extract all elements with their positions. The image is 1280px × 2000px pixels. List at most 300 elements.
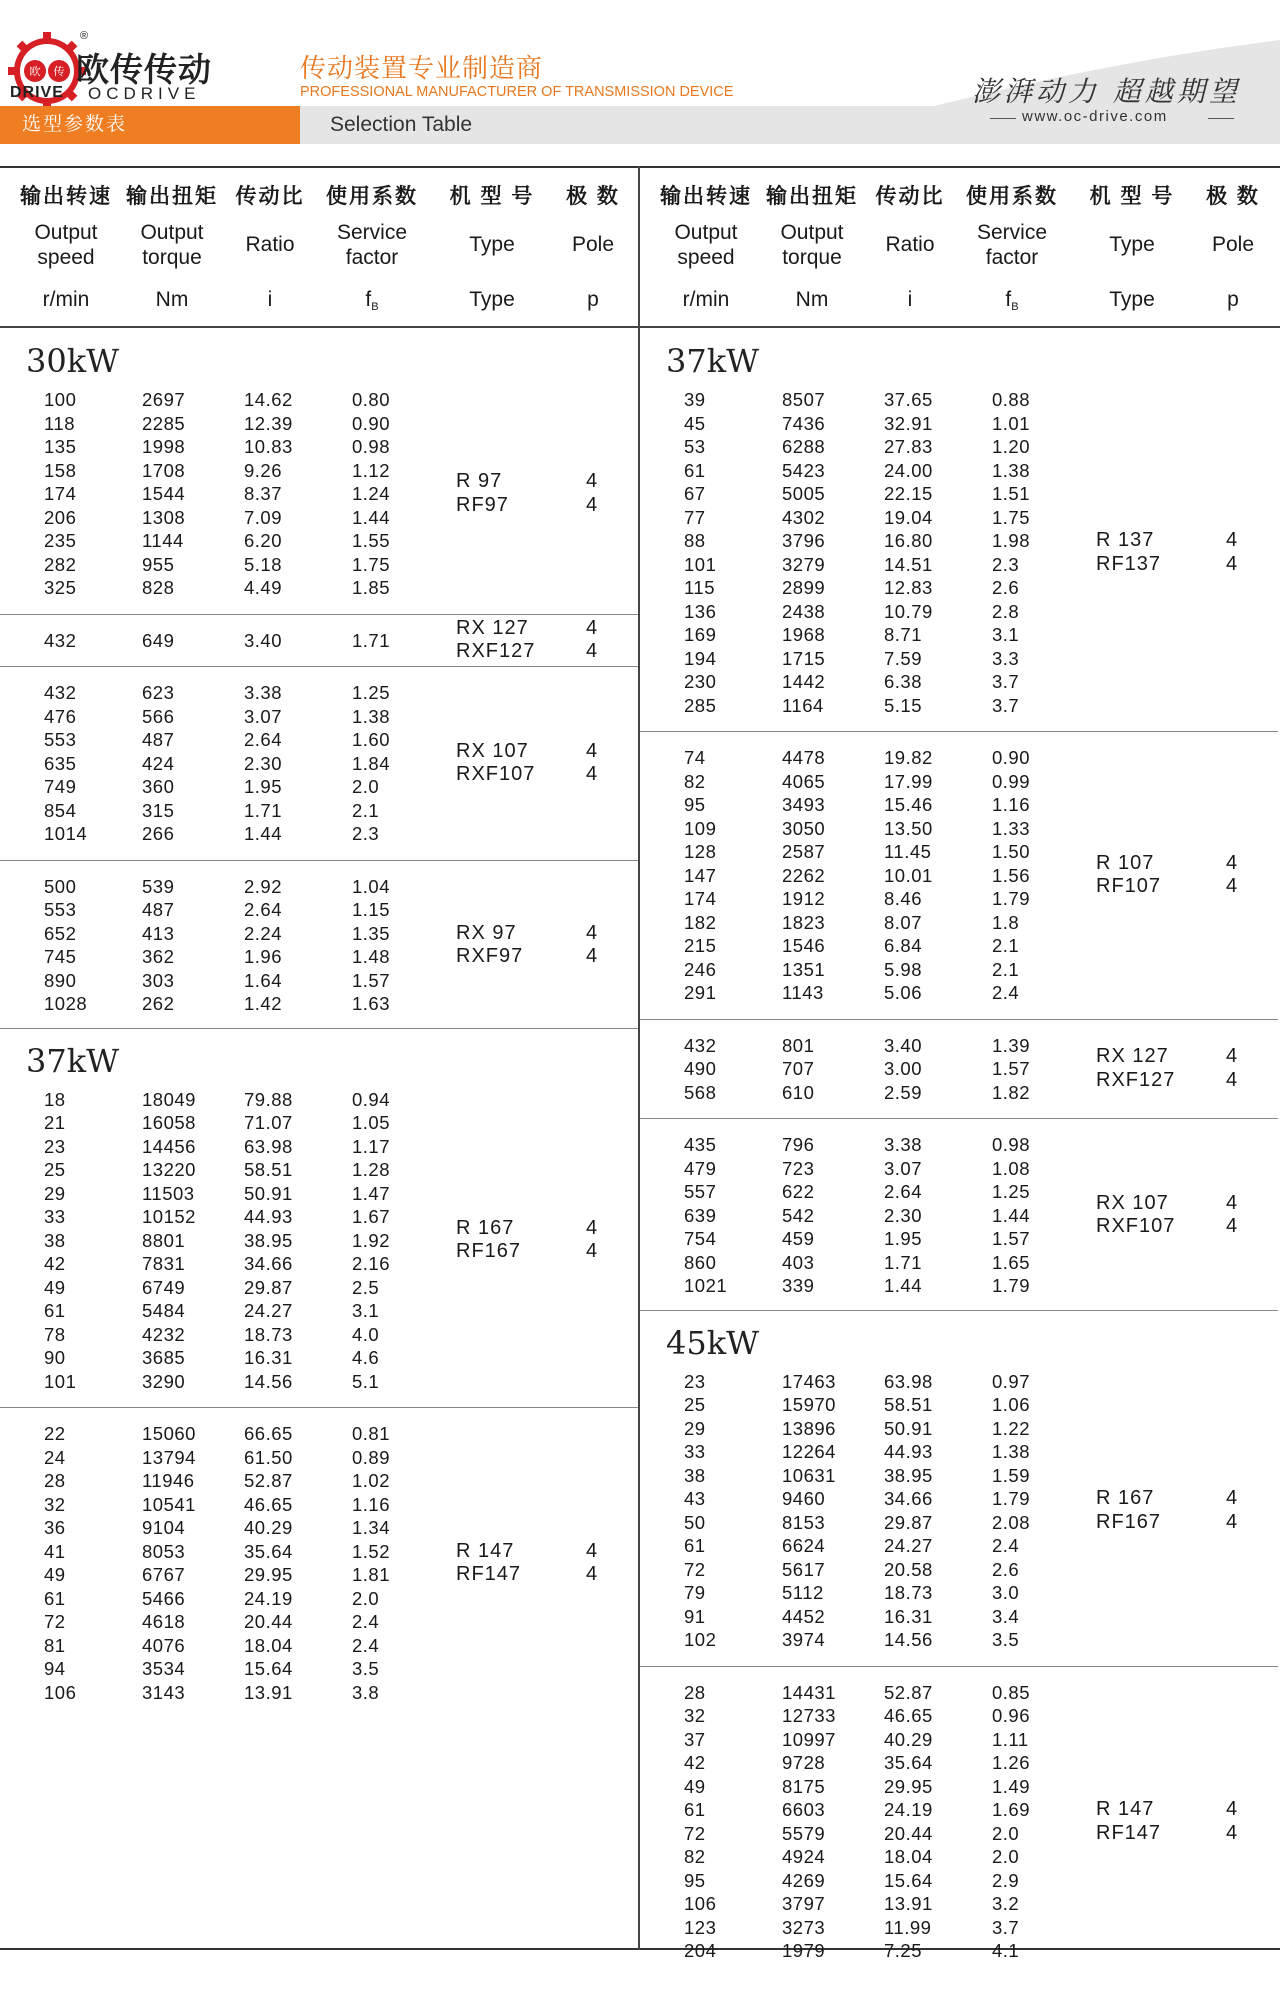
- table-row: [640, 1916, 1070, 1940]
- torque-cell: 4232: [142, 1323, 186, 1345]
- table-row: [0, 705, 430, 729]
- service-factor-cell: 1.22: [992, 1417, 1031, 1439]
- torque-cell: 566: [142, 705, 175, 727]
- pole-cell: 4: [586, 921, 599, 944]
- col-torque-cn: 输出扭矩: [126, 185, 218, 208]
- speed-cell: 33: [44, 1206, 66, 1227]
- table-row: [0, 1323, 430, 1347]
- group-divider: [0, 666, 638, 667]
- table-row: [640, 600, 1070, 624]
- torque-cell: 3273: [782, 1916, 826, 1938]
- table-row: [640, 934, 1070, 958]
- torque-cell: 7831: [142, 1253, 186, 1274]
- speed-cell: 246: [684, 958, 717, 980]
- service-factor-cell: 0.98: [992, 1134, 1031, 1155]
- ratio-cell: 32.91: [884, 412, 933, 434]
- speed-cell: 82: [684, 1846, 706, 1867]
- col-speed-cn: 输出转速: [660, 185, 752, 208]
- table-row: [640, 1822, 1070, 1846]
- service-factor-cell: 1.71: [352, 629, 391, 651]
- speed-cell: 95: [684, 794, 706, 815]
- power-rating-heading: 30kW: [26, 342, 119, 380]
- speed-cell: 67: [684, 483, 706, 504]
- speed-cell: 100: [44, 389, 77, 410]
- ratio-cell: 58.51: [244, 1159, 293, 1180]
- table-row: [0, 1540, 430, 1564]
- type-cell: R 147: [456, 1539, 515, 1562]
- pole-cell: 4: [1226, 1798, 1239, 1820]
- pole-cell: 4: [1226, 1510, 1239, 1533]
- speed-cell: 854: [44, 799, 77, 821]
- ratio-cell: 3.07: [244, 705, 283, 727]
- table-row: [0, 1657, 430, 1681]
- torque-cell: 2899: [782, 577, 826, 598]
- table-row: [640, 1180, 1070, 1204]
- service-factor-cell: 3.7: [992, 1916, 1020, 1938]
- ratio-cell: 66.65: [244, 1423, 293, 1444]
- torque-cell: 10152: [142, 1206, 196, 1227]
- ratio-cell: 6.84: [884, 935, 923, 956]
- torque-cell: 266: [142, 823, 175, 844]
- speed-cell: 118: [44, 412, 75, 434]
- ratio-cell: 35.64: [244, 1540, 293, 1562]
- torque-cell: 2262: [782, 864, 826, 886]
- ratio-cell: 3.38: [244, 682, 283, 703]
- col-service-unit: $f_B$: [1005, 288, 1019, 313]
- ratio-cell: 5.98: [884, 958, 923, 980]
- service-factor-cell: 1.01: [992, 412, 1031, 434]
- speed-cell: 42: [684, 1752, 706, 1773]
- speed-cell: 215: [684, 935, 717, 956]
- table-row: [0, 1276, 430, 1300]
- slogan: 澎湃动力 超越期望: [972, 75, 1241, 108]
- service-factor-cell: 4.1: [992, 1940, 1020, 1961]
- service-factor-cell: 1.38: [992, 459, 1031, 481]
- speed-cell: 194: [684, 647, 717, 669]
- ratio-cell: 14.51: [884, 553, 933, 575]
- speed-cell: 38: [44, 1229, 66, 1251]
- ratio-cell: 8.46: [884, 888, 923, 909]
- torque-cell: 1546: [782, 935, 826, 956]
- table-row: [0, 1111, 430, 1135]
- table-row: [0, 1088, 430, 1112]
- service-factor-cell: 1.26: [992, 1752, 1031, 1773]
- speed-cell: 291: [684, 982, 717, 1003]
- speed-cell: 72: [684, 1558, 706, 1580]
- registered-mark: ®: [80, 30, 89, 42]
- col-type-cn: 机 型 号: [1089, 185, 1175, 208]
- speed-cell: 1021: [684, 1275, 728, 1296]
- speed-cell: 128: [684, 841, 717, 862]
- service-factor-cell: 1.50: [992, 841, 1031, 862]
- torque-cell: 5579: [782, 1822, 826, 1844]
- ratio-cell: 19.82: [884, 747, 933, 768]
- table-row: [0, 1610, 430, 1634]
- ratio-cell: 9.26: [244, 459, 283, 481]
- table-row: [640, 981, 1070, 1005]
- ratio-cell: 18.04: [884, 1846, 933, 1867]
- table-row: [640, 1845, 1070, 1869]
- ratio-cell: 1.44: [244, 823, 283, 844]
- ratio-cell: 50.91: [884, 1417, 933, 1439]
- service-factor-cell: 1.57: [352, 969, 391, 991]
- table-row: [0, 388, 430, 412]
- table-row: [0, 1493, 430, 1517]
- col-torque-unit: Nm: [155, 288, 189, 311]
- torque-cell: 801: [782, 1034, 815, 1056]
- torque-cell: 3796: [782, 530, 826, 551]
- service-factor-cell: 2.4: [992, 1535, 1020, 1556]
- col-torque-unit: Nm: [795, 288, 829, 311]
- speed-cell: 49: [44, 1276, 66, 1298]
- service-factor-cell: 0.80: [352, 389, 391, 410]
- col-speed-cn: 输出转速: [20, 185, 112, 208]
- speed-cell: 1014: [44, 823, 88, 844]
- pole-cell: 4: [1226, 1215, 1239, 1238]
- table-row: [0, 1370, 430, 1394]
- service-factor-cell: 1.12: [352, 459, 391, 481]
- table-row: [640, 958, 1070, 982]
- ratio-cell: 6.38: [884, 671, 923, 692]
- table-row: [0, 629, 430, 653]
- torque-cell: 5005: [782, 483, 826, 504]
- service-factor-cell: 3.8: [352, 1681, 380, 1703]
- service-factor-cell: 1.67: [352, 1206, 391, 1227]
- url-rule-left: [990, 118, 1016, 119]
- torque-cell: 9460: [782, 1488, 826, 1509]
- torque-cell: 14431: [782, 1681, 836, 1703]
- table-row: [640, 793, 1070, 817]
- speed-cell: 435: [684, 1134, 717, 1155]
- ratio-cell: 5.06: [884, 982, 923, 1003]
- table-row: [640, 1034, 1070, 1058]
- table-row: [640, 1628, 1070, 1652]
- service-factor-cell: 0.88: [992, 389, 1031, 410]
- speed-cell: 282: [44, 553, 77, 575]
- ratio-cell: 1.42: [244, 993, 283, 1014]
- torque-cell: 339: [782, 1275, 815, 1296]
- service-factor-cell: 1.15: [352, 899, 391, 920]
- col-ratio-unit: i: [267, 288, 273, 311]
- speed-cell: 94: [44, 1658, 66, 1679]
- table-row: [640, 1440, 1070, 1464]
- torque-cell: 610: [782, 1081, 815, 1103]
- ratio-cell: 2.24: [244, 922, 283, 944]
- ratio-cell: 15.46: [884, 794, 933, 815]
- type-cell: RX 127: [1096, 1045, 1169, 1068]
- torque-cell: 6288: [782, 436, 826, 457]
- table-row: [640, 670, 1070, 694]
- group-divider: [0, 1407, 638, 1408]
- service-factor-cell: 1.79: [992, 888, 1031, 909]
- ratio-cell: 14.56: [244, 1370, 293, 1392]
- speed-cell: 61: [684, 1535, 706, 1556]
- torque-cell: 3290: [142, 1370, 186, 1392]
- type-cell: RXF97: [456, 945, 524, 967]
- ratio-cell: 1.71: [884, 1251, 923, 1273]
- torque-cell: 10541: [142, 1493, 196, 1515]
- service-factor-cell: 2.8: [992, 600, 1020, 622]
- speed-cell: 745: [44, 946, 77, 967]
- speed-cell: 23: [684, 1370, 706, 1392]
- ratio-cell: 10.79: [884, 600, 933, 622]
- ratio-cell: 16.80: [884, 530, 933, 551]
- torque-cell: 3050: [782, 817, 826, 839]
- type-cell: RF167: [1096, 1510, 1162, 1533]
- table-row: [640, 1393, 1070, 1417]
- table-row: [0, 459, 430, 483]
- type-cell: R 137: [1096, 529, 1155, 551]
- speed-cell: 123: [684, 1916, 717, 1938]
- torque-cell: 17463: [782, 1370, 836, 1392]
- service-factor-cell: 1.49: [992, 1775, 1031, 1797]
- table-row: [0, 969, 430, 993]
- ratio-cell: 24.00: [884, 459, 933, 481]
- torque-cell: 13220: [142, 1159, 196, 1180]
- speed-cell: 206: [44, 506, 77, 528]
- group-divider: [640, 1666, 1278, 1667]
- tagline-cn: 传动装置专业制造商: [300, 53, 544, 83]
- torque-cell: 1998: [142, 436, 186, 457]
- website-url: www.oc-drive.com: [1022, 108, 1168, 125]
- col-service-en: Service factor: [976, 221, 1048, 269]
- ratio-cell: 11.45: [884, 841, 932, 862]
- torque-cell: 6767: [142, 1564, 186, 1585]
- speed-cell: 79: [684, 1582, 706, 1603]
- table-row: [640, 459, 1070, 483]
- torque-cell: 12733: [782, 1705, 836, 1726]
- col-service-cn: 使用系数: [966, 185, 1058, 208]
- torque-cell: 1442: [782, 671, 826, 692]
- service-factor-cell: 1.28: [352, 1159, 391, 1180]
- service-factor-cell: 2.1: [352, 799, 380, 821]
- torque-cell: 8801: [142, 1229, 186, 1251]
- ratio-cell: 24.19: [884, 1799, 933, 1820]
- ratio-cell: 58.51: [884, 1394, 933, 1415]
- table-row: [640, 506, 1070, 530]
- table-row: [640, 746, 1070, 770]
- torque-cell: 6624: [782, 1535, 826, 1556]
- speed-cell: 81: [44, 1634, 66, 1656]
- service-factor-cell: 2.0: [992, 1846, 1020, 1867]
- col-ratio-en: Ratio: [245, 233, 295, 256]
- speed-cell: 72: [684, 1822, 706, 1844]
- table-row: [640, 694, 1070, 718]
- torque-cell: 487: [142, 899, 175, 920]
- pole-cell: 4: [586, 616, 599, 639]
- table-row: [640, 1775, 1070, 1799]
- service-factor-cell: 3.0: [992, 1582, 1020, 1603]
- group-divider: [640, 731, 1278, 732]
- ratio-cell: 14.62: [244, 389, 293, 410]
- table-row: [640, 1892, 1070, 1916]
- service-factor-cell: 1.79: [992, 1275, 1031, 1296]
- col-service-cn: 使用系数: [326, 185, 418, 208]
- torque-cell: 3493: [782, 794, 826, 815]
- service-factor-cell: 1.98: [992, 530, 1031, 551]
- page-header: [0, 0, 1280, 146]
- speed-cell: 37: [684, 1728, 706, 1750]
- table-row: [640, 1204, 1070, 1228]
- torque-cell: 1968: [782, 624, 826, 645]
- speed-cell: 235: [44, 530, 77, 551]
- ratio-cell: 14.56: [884, 1629, 933, 1650]
- service-factor-cell: 0.96: [992, 1705, 1031, 1726]
- service-factor-cell: 1.57: [992, 1058, 1031, 1079]
- ratio-cell: 71.07: [244, 1112, 293, 1133]
- ratio-cell: 63.98: [884, 1370, 933, 1392]
- service-factor-cell: 3.1: [992, 624, 1020, 645]
- service-factor-cell: 2.08: [992, 1511, 1031, 1533]
- speed-cell: 24: [44, 1446, 66, 1468]
- service-factor-cell: 5.1: [352, 1370, 380, 1392]
- speed-cell: 158: [44, 459, 77, 481]
- ratio-cell: 40.29: [244, 1517, 293, 1538]
- torque-cell: 539: [142, 875, 175, 897]
- col-ratio-en: Ratio: [885, 233, 935, 256]
- speed-cell: 102: [684, 1629, 717, 1650]
- torque-cell: 424: [142, 752, 175, 774]
- table-row: [640, 553, 1070, 577]
- speed-cell: 43: [684, 1488, 706, 1509]
- speed-cell: 25: [44, 1159, 66, 1180]
- speed-cell: 33: [684, 1441, 706, 1462]
- table-row: [640, 1681, 1070, 1705]
- table-row: [0, 412, 430, 436]
- table-row: [0, 1587, 430, 1611]
- service-factor-cell: 2.3: [352, 823, 380, 844]
- col-speed-unit: r/min: [42, 288, 90, 311]
- table-row: [640, 1605, 1070, 1629]
- speed-cell: 21: [44, 1112, 66, 1133]
- service-factor-cell: 3.1: [352, 1300, 380, 1321]
- power-rating-heading: 45kW: [666, 1323, 759, 1362]
- torque-cell: 18049: [142, 1088, 196, 1110]
- table-row: [640, 388, 1070, 412]
- speed-cell: 36: [44, 1517, 66, 1538]
- ratio-cell: 44.93: [244, 1206, 293, 1227]
- service-factor-cell: 1.57: [992, 1228, 1031, 1249]
- type-cell: R 97: [456, 470, 503, 493]
- pole-cell: 4: [1226, 1191, 1239, 1214]
- service-factor-cell: 0.98: [352, 436, 391, 457]
- table-row: [0, 1681, 430, 1705]
- selection-tab-cn: 选型参数表: [0, 106, 300, 144]
- service-factor-cell: 1.65: [992, 1251, 1031, 1273]
- speed-cell: 174: [684, 888, 717, 909]
- table-row: [0, 1182, 430, 1206]
- torque-cell: 723: [782, 1157, 815, 1179]
- torque-cell: 6603: [782, 1799, 826, 1820]
- col-pole-unit: p: [587, 288, 599, 311]
- torque-cell: 3797: [782, 1893, 826, 1914]
- torque-cell: 2285: [142, 412, 186, 434]
- service-factor-cell: 1.56: [992, 864, 1031, 886]
- ratio-cell: 3.40: [244, 629, 283, 651]
- table-row: [0, 752, 430, 776]
- table-row: [0, 822, 430, 846]
- torque-cell: 4924: [782, 1846, 826, 1867]
- speed-cell: 41: [44, 1540, 66, 1562]
- table-row: [0, 728, 430, 752]
- torque-cell: 1144: [142, 530, 184, 551]
- col-service-en: Service factor: [336, 221, 408, 269]
- type-cell: R 167: [456, 1216, 515, 1239]
- speed-cell: 432: [684, 1034, 717, 1056]
- type-cell: R 107: [1096, 851, 1155, 874]
- table-row: [0, 1252, 430, 1276]
- group-divider: [640, 1118, 1278, 1119]
- torque-cell: 1708: [142, 459, 186, 481]
- speed-cell: 45: [684, 412, 706, 434]
- col-pole-cn: 极 数: [1206, 185, 1260, 208]
- logo-badge-right: 传: [53, 65, 65, 78]
- ratio-cell: 5.15: [884, 694, 923, 716]
- pole-cell: 4: [1226, 529, 1239, 551]
- torque-cell: 3143: [142, 1681, 186, 1703]
- type-cell: RF167: [456, 1240, 522, 1263]
- table-row: [640, 1704, 1070, 1728]
- type-cell: RF97: [456, 493, 509, 516]
- table-row: [0, 992, 430, 1016]
- torque-cell: 1979: [782, 1940, 826, 1961]
- ratio-cell: 22.15: [884, 483, 933, 504]
- ratio-cell: 18.73: [244, 1323, 293, 1345]
- table-row: [0, 1446, 430, 1470]
- ratio-cell: 10.01: [884, 864, 933, 886]
- service-factor-cell: 1.34: [352, 1517, 391, 1538]
- ratio-cell: 12.83: [884, 577, 933, 598]
- speed-cell: 204: [684, 1940, 717, 1961]
- tagline-en: PROFESSIONAL MANUFACTURER OF TRANSMISSION DEVICE: [300, 84, 734, 100]
- table-row: [0, 1158, 430, 1182]
- torque-cell: 11503: [142, 1182, 195, 1204]
- right-panel: [640, 328, 1278, 1961]
- ratio-cell: 24.27: [884, 1535, 933, 1556]
- speed-cell: 49: [44, 1564, 66, 1585]
- speed-cell: 22: [44, 1423, 66, 1444]
- pole-cell: 4: [586, 1563, 599, 1585]
- type-cell: RX 107: [456, 739, 529, 762]
- speed-cell: 91: [684, 1605, 706, 1627]
- table-row: [0, 799, 430, 823]
- speed-cell: 568: [684, 1081, 717, 1103]
- speed-cell: 500: [44, 875, 77, 897]
- col-pole-en: Pole: [1211, 233, 1255, 256]
- ratio-cell: 6.20: [244, 530, 283, 551]
- speed-cell: 88: [684, 530, 706, 551]
- ratio-cell: 15.64: [884, 1869, 933, 1891]
- torque-cell: 828: [142, 577, 175, 598]
- ratio-cell: 37.65: [884, 389, 933, 410]
- ratio-cell: 8.37: [244, 483, 283, 504]
- ratio-cell: 8.07: [884, 911, 923, 933]
- ratio-cell: 18.73: [884, 1582, 933, 1603]
- table-row: [640, 1511, 1070, 1535]
- speed-cell: 82: [684, 770, 706, 792]
- ratio-cell: 19.04: [884, 506, 933, 528]
- speed-cell: 136: [684, 600, 717, 622]
- pole-cell: 4: [586, 640, 599, 663]
- type-cell: RX 127: [456, 616, 529, 639]
- ratio-cell: 34.66: [244, 1253, 293, 1274]
- ratio-cell: 52.87: [884, 1681, 933, 1703]
- speed-cell: 635: [44, 752, 77, 774]
- type-cell: RF137: [1096, 552, 1162, 575]
- table-row: [640, 817, 1070, 841]
- speed-cell: 553: [44, 899, 77, 920]
- torque-cell: 2587: [782, 841, 826, 862]
